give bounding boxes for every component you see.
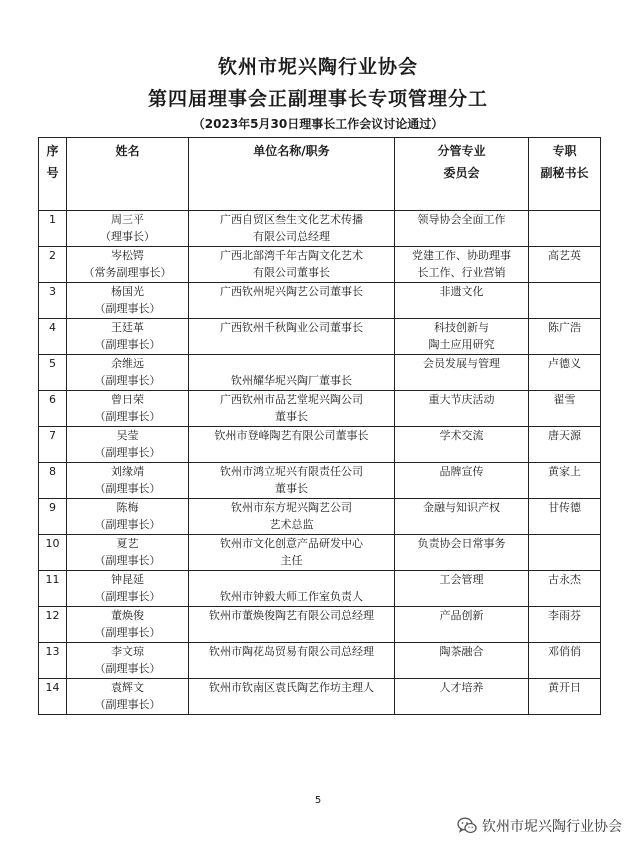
cell-secretary: 甘传德: [529, 499, 601, 535]
cell-unit: 广西自贸区叁生文化艺术传播 有限公司总经理: [189, 211, 395, 247]
cell-unit: 广西钦州千秋陶业公司董事长: [189, 319, 395, 355]
cell-secretary: 陈广浩: [529, 319, 601, 355]
cell-name: 周三平 （理事长）: [67, 211, 189, 247]
cell-committee: 非遗文化: [395, 283, 529, 319]
cell-unit: 钦州耀华坭兴陶厂董事长: [189, 355, 395, 391]
cell-unit: 钦州市董焕俊陶艺有限公司总经理: [189, 607, 395, 643]
watermark-text: 钦州市坭兴陶行业协会: [482, 819, 622, 835]
cell-committee: 科技创新与 陶土应用研究: [395, 319, 529, 355]
cell-unit: 广西钦州坭兴陶艺公司董事长: [189, 283, 395, 319]
cell-secretary: 李雨芬: [529, 607, 601, 643]
table-row: [39, 571, 601, 607]
header-committee: 分管专业 委员会: [395, 138, 529, 211]
table-row: [39, 679, 601, 715]
cell-seq: 11: [39, 571, 67, 607]
document-title: 钦州市坭兴陶行业协会: [217, 56, 418, 78]
table-row: [39, 535, 601, 571]
cell-name: 刘缘靖 （副理事长）: [67, 463, 189, 499]
cell-seq: 6: [39, 391, 67, 427]
table-row: [39, 355, 601, 391]
cell-committee: 党建工作、协助理事 长工作、行业营销: [395, 247, 529, 283]
header-name: 姓名: [67, 138, 189, 211]
cell-seq: 5: [39, 355, 67, 391]
cell-committee: 领导协会全面工作: [395, 211, 529, 247]
cell-secretary: 翟雪: [529, 391, 601, 427]
cell-secretary: 高艺英: [529, 247, 601, 283]
cell-secretary: 黄开日: [529, 679, 601, 715]
cell-secretary: 邓俏俏: [529, 643, 601, 679]
wechat-icon: [457, 817, 477, 835]
header-secretary: 专职 副秘书长: [529, 138, 601, 211]
header-seq: 序 号: [39, 138, 67, 211]
cell-unit: 钦州市东方坭兴陶艺公司 艺术总监: [189, 499, 395, 535]
cell-seq: 12: [39, 607, 67, 643]
table-row: [39, 499, 601, 535]
cell-secretary: [529, 211, 601, 247]
cell-name: 余维远 （副理事长）: [67, 355, 189, 391]
table-header-row: [39, 138, 601, 211]
wechat-watermark: [457, 816, 622, 836]
cell-seq: 1: [39, 211, 67, 247]
table-row: [39, 427, 601, 463]
cell-name: 王廷革 （副理事长）: [67, 319, 189, 355]
cell-name: 董焕俊 （副理事长）: [67, 607, 189, 643]
cell-seq: 8: [39, 463, 67, 499]
cell-secretary: 黄家上: [529, 463, 601, 499]
cell-committee: 学术交流: [395, 427, 529, 463]
cell-committee: 品牌宣传: [395, 463, 529, 499]
cell-seq: 2: [39, 247, 67, 283]
table-row: [39, 211, 601, 247]
cell-committee: 陶茶融合: [395, 643, 529, 679]
table-row: [39, 463, 601, 499]
cell-secretary: 唐天源: [529, 427, 601, 463]
cell-committee: 金融与知识产权: [395, 499, 529, 535]
cell-name: 吴莹 （副理事长）: [67, 427, 189, 463]
table-row: [39, 607, 601, 643]
cell-unit: 钦州市钦南区袁氏陶艺作坊主理人: [189, 679, 395, 715]
table-row: [39, 643, 601, 679]
cell-name: 李文琼 （副理事长）: [67, 643, 189, 679]
table-row: [39, 391, 601, 427]
cell-name: 曾日荣 （副理事长）: [67, 391, 189, 427]
cell-seq: 9: [39, 499, 67, 535]
cell-name: 陈梅 （副理事长）: [67, 499, 189, 535]
cell-committee: 产品创新: [395, 607, 529, 643]
cell-unit: 钦州市文化创意产品研发中心 主任: [189, 535, 395, 571]
cell-secretary: [529, 535, 601, 571]
cell-committee: 会员发展与管理: [395, 355, 529, 391]
table-row: [39, 319, 601, 355]
cell-seq: 4: [39, 319, 67, 355]
cell-committee: 人才培养: [395, 679, 529, 715]
cell-committee: 负责协会日常事务: [395, 535, 529, 571]
cell-unit: 广西北部湾千年古陶文化艺术 有限公司董事长: [189, 247, 395, 283]
cell-secretary: 古永杰: [529, 571, 601, 607]
cell-seq: 14: [39, 679, 67, 715]
cell-committee: 工会管理: [395, 571, 529, 607]
table-row: [39, 247, 601, 283]
cell-name: 钟昆延 （副理事长）: [67, 571, 189, 607]
cell-unit: 广西钦州市品艺堂坭兴陶公司 董事长: [189, 391, 395, 427]
cell-seq: 7: [39, 427, 67, 463]
page-number: 5: [314, 795, 322, 806]
table-body: [39, 211, 601, 715]
cell-seq: 13: [39, 643, 67, 679]
cell-unit: 钦州市钟毅大师工作室负责人: [189, 571, 395, 607]
cell-secretary: [529, 283, 601, 319]
header-unit: 单位名称/职务: [189, 138, 395, 211]
assignment-table: [38, 137, 601, 715]
cell-seq: 3: [39, 283, 67, 319]
cell-unit: 钦州市鸿立坭兴有限责任公司 董事长: [189, 463, 395, 499]
cell-name: 岑松锷 （常务副理事长）: [67, 247, 189, 283]
cell-committee: 重大节庆活动: [395, 391, 529, 427]
document-heading: 第四届理事会正副理事长专项管理分工: [147, 88, 488, 110]
table-row: [39, 283, 601, 319]
cell-name: 袁辉文 （副理事长）: [67, 679, 189, 715]
cell-seq: 10: [39, 535, 67, 571]
cell-secretary: 卢德义: [529, 355, 601, 391]
document-subtitle: （2023年5月30日理事长工作会议讨论通过）: [192, 117, 444, 131]
cell-name: 杨国光 （副理事长）: [67, 283, 189, 319]
cell-unit: 钦州市登峰陶艺有限公司董事长: [189, 427, 395, 463]
cell-name: 夏艺 （副理事长）: [67, 535, 189, 571]
cell-unit: 钦州市陶花岛贸易有限公司总经理: [189, 643, 395, 679]
